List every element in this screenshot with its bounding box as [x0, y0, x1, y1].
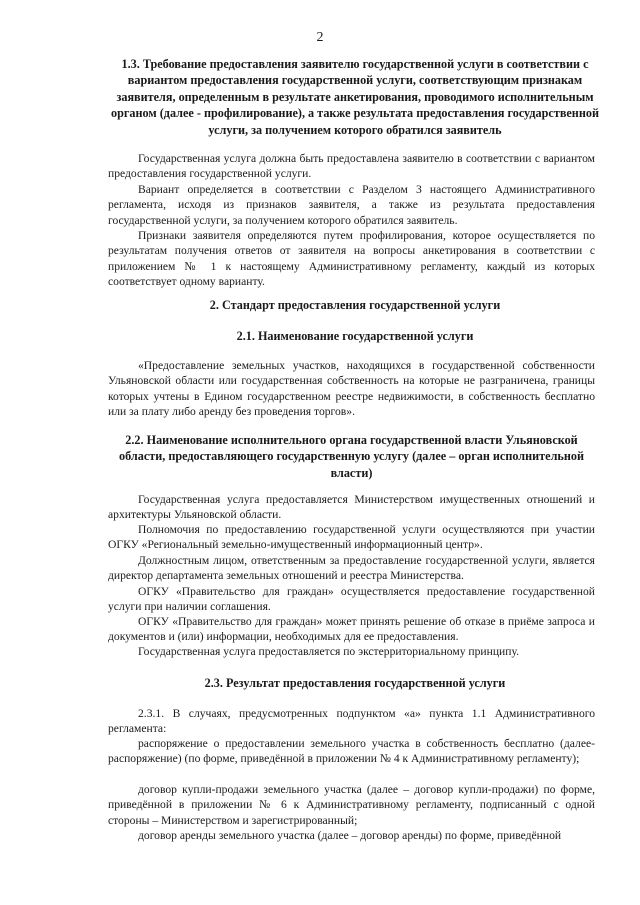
- section-2-2-paragraph-1: Государственная услуга предоставляется Министерством имущественных отношений и архитектуры Ульяновской области.: [108, 493, 595, 522]
- page-number: 2: [316, 30, 324, 45]
- section-2-1-paragraph-1: «Предоставление земельных участков, находящихся в государственной собственности Ульяновской области или государственная собственность на которые не разграничена, границы которых учтены в Едином государственном реестре недвижимости, в собственность бесплатно или за плату либо аренду без проведения торгов».: [108, 359, 595, 419]
- section-2-2-paragraph-4: ОГКУ «Правительство для граждан» осуществляется предоставление государственной услуги при наличии соглашения.: [108, 585, 595, 614]
- section-2-2-paragraph-3: Должностным лицом, ответственным за предоставление государственной услуги, является директор департамента земельных отношений и реестра Министерства.: [108, 554, 595, 583]
- section-1-3-paragraph-3: Признаки заявителя определяются путем профилирования, которое осуществляется по результатам получения ответов от заявителя на вопросы анкетирования в соответствии с приложением № 1 к настоящему Административному регламенту, каждый из которых соответствует одному варианту.: [108, 229, 595, 289]
- section-1-3-paragraph-2: Вариант определяется в соответствии с Разделом 3 настоящего Административного регламента, исходя из признаков заявителя, а также из результата предоставления государственной услуги, за получением которого обратился заявитель.: [108, 183, 595, 227]
- section-2-3-heading: 2.3. Результат предоставления государственной услуги: [204, 676, 506, 690]
- section-2-3-paragraph-3: договор купли-продажи земельного участка (далее – договор купли-продажи) по форме, приведённой в приложении № 6 к Административному регламенту, подписанный с одной стороны – Министерством и зарегистрированный;: [108, 783, 595, 827]
- section-2-2-heading: 2.2. Наименование исполнительного органа государственной власти Ульяновской области, предоставляющего государственную услугу (далее – орган исполнительной власти): [119, 433, 584, 480]
- section-2-heading: 2. Стандарт предоставления государственной услуги: [209, 298, 501, 312]
- section-2-1-heading: 2.1. Наименование государственной услуги: [236, 329, 474, 343]
- section-2-3-paragraph-1: 2.3.1. В случаях, предусмотренных подпунктом «а» пункта 1.1 Административного регламента:: [108, 707, 595, 736]
- section-2-2-paragraph-6: Государственная услуга предоставляется по экстерриториальному принципу.: [138, 645, 519, 658]
- section-2-2-paragraph-2: Полномочия по предоставлению государственной услуги осуществляются при участии ОГКУ «Региональный земельно-имущественный информационный центр».: [108, 523, 595, 552]
- section-2-2-paragraph-5: ОГКУ «Правительство для граждан» может принять решение об отказе в приёме запроса и документов и (или) информации, необходимых для ее предоставления.: [108, 615, 595, 644]
- section-1-3-heading: 1.3. Требование предоставления заявителю государственной услуги в соответствии с вариантом предоставления государственной услуги, соответствующим признакам заявителя, определенным в результате анкетирования, проводимого исполнительным органом (далее - профилирование), а также результата предоставления государственной услуги, за получением которого обратился заявитель: [111, 57, 599, 137]
- section-2-3-paragraph-2: распоряжение о предоставлении земельного участка в собственность бесплатно (далее- распоряжение) (по форме, приведённой в приложении № 4 к Административному регламенту);: [108, 737, 595, 766]
- section-2-3-paragraph-4: договор аренды земельного участка (далее – договор аренды) по форме, приведённой: [138, 829, 562, 842]
- section-1-3-paragraph-1: Государственная услуга должна быть предоставлена заявителю в соответствии с вариантом предоставления государственной услуги.: [108, 152, 595, 181]
